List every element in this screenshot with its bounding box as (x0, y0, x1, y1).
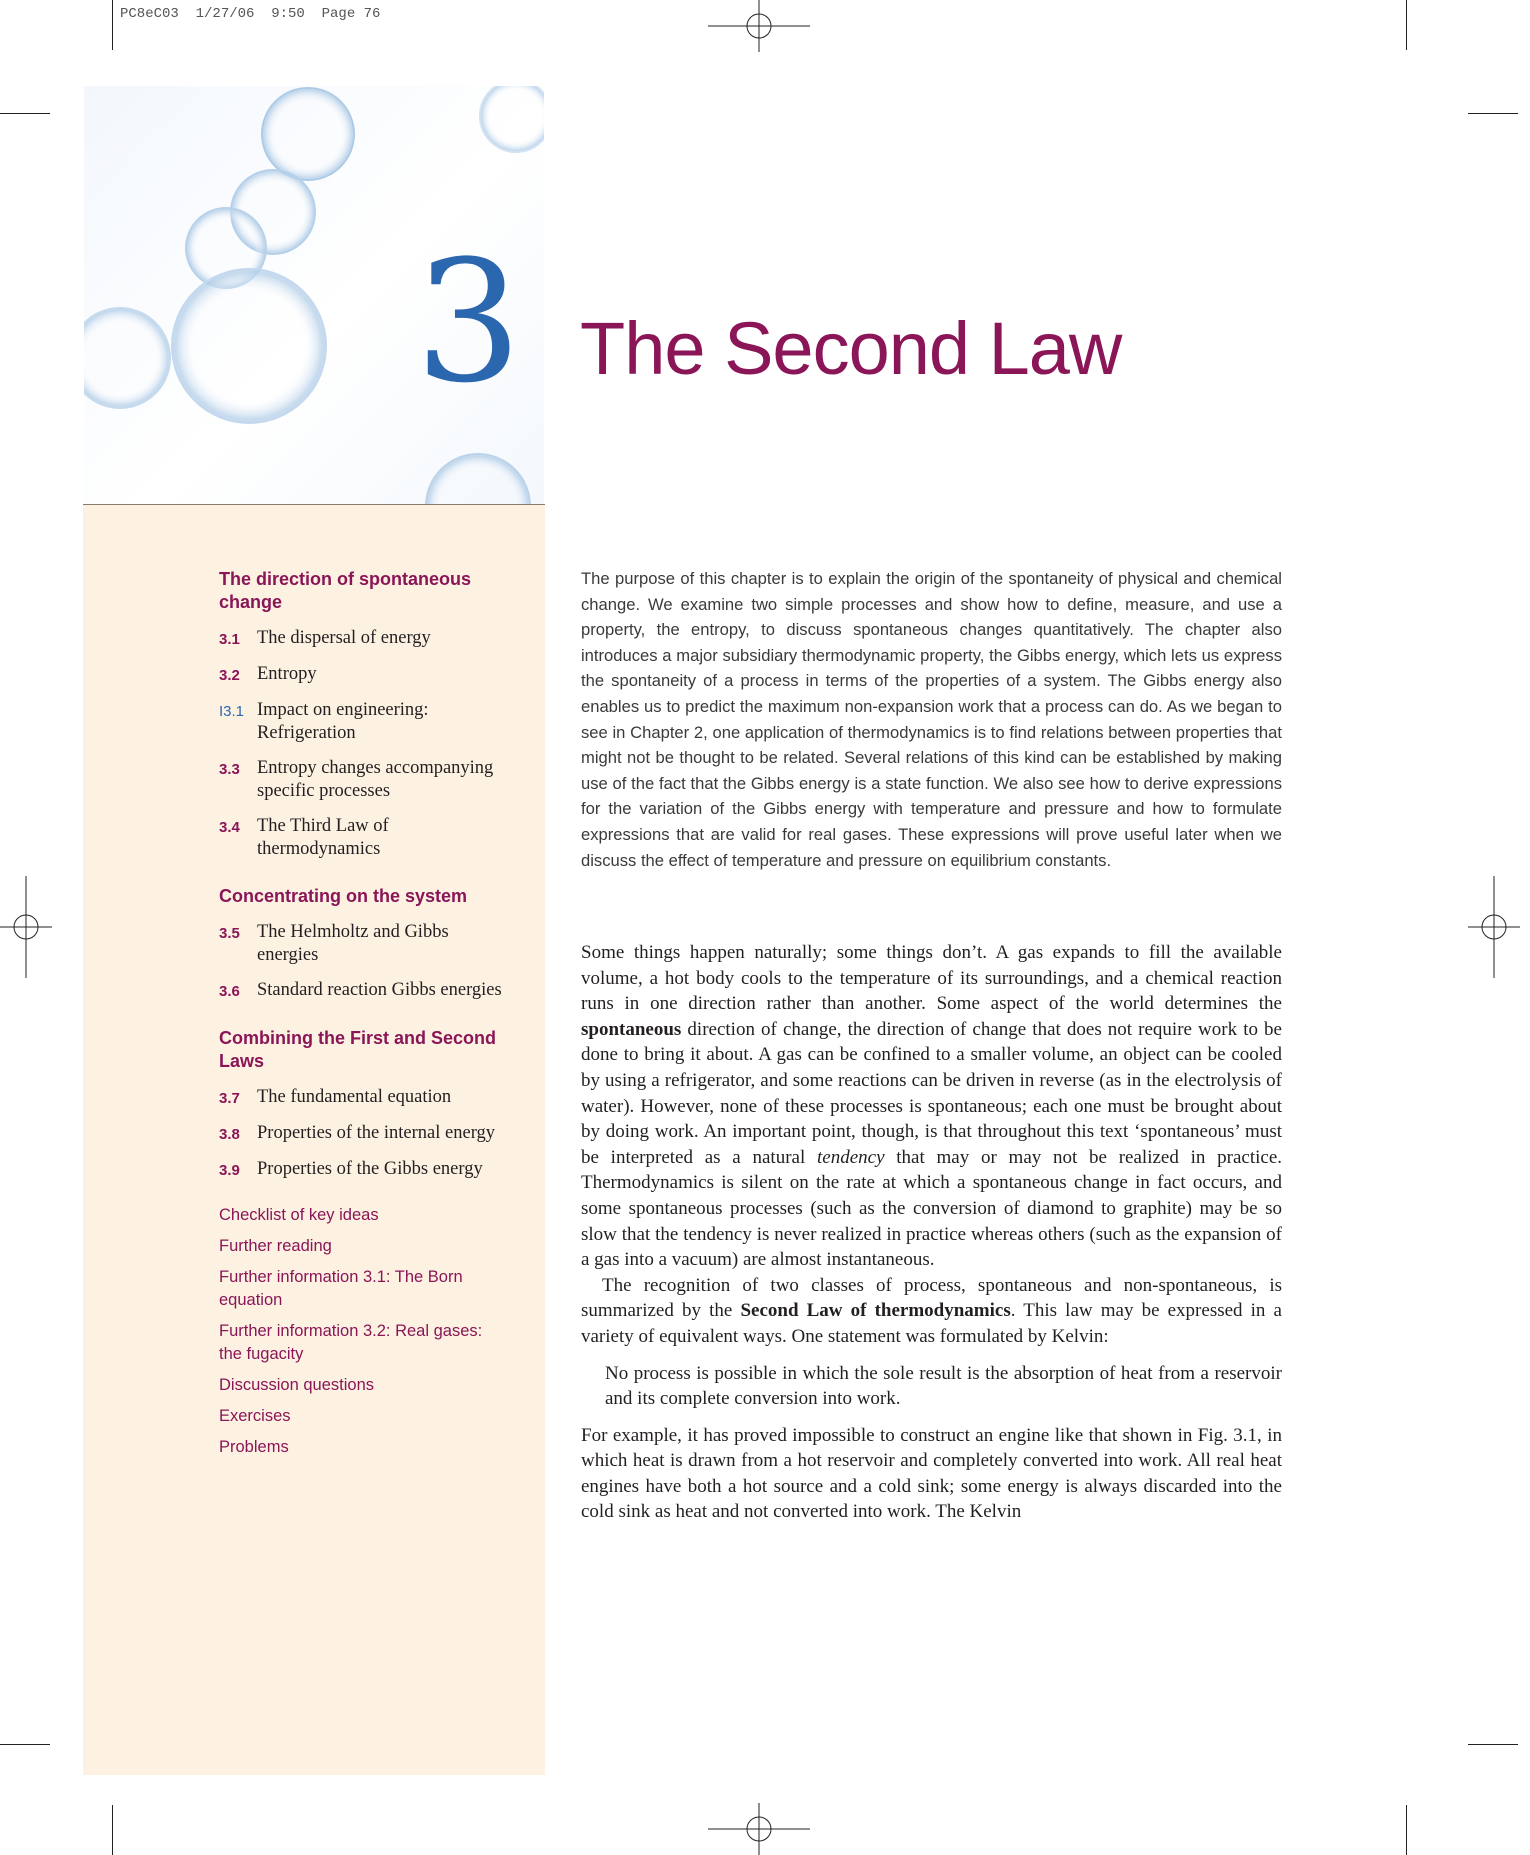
paragraph: For example, it has proved impossible to construct an engine like that shown in Fig. 3.1, in which heat is drawn from a hot reservoir and completely converted into work. All real heat engines have both a hot source and a cold sink; some energy is always discarded into the cold sink as heat and not converted into work. The Kelvin (581, 1424, 1282, 1523)
text-run: Some things happen naturally; some things don’t. A gas expands to fill the available volume, a hot body cools to the temperature of its surroundings, and a chemical reaction runs in one direction rather than another. Some aspect of the world determines the (581, 942, 1282, 1015)
toc-item-number: 3.5 (219, 925, 240, 942)
toc-item-number: 3.2 (219, 667, 240, 684)
text-run: direction of change, the direction of change that does not require work to be done to bring it about. A gas can be confined to a smaller volume, an object can be cooled by using a refrigerator, and some reactions can be driven in reverse (as in the electrolysis of water). However, none of these processes is spontaneous; each one must be brought about by doing work. An important point, though, is that throughout this text ‘spontaneous’ must be interpreted as a natural (581, 1018, 1282, 1168)
crop-mark (0, 113, 50, 114)
crop-mark (112, 0, 113, 50)
toc-item-label: The fundamental equation (257, 1087, 452, 1107)
toc-section-heading: The direction of spontaneous change (219, 569, 472, 612)
toc-extra-link[interactable]: Further reading (219, 1237, 332, 1255)
toc-item[interactable] (219, 1122, 509, 1146)
toc-item[interactable] (219, 979, 509, 1003)
toc-item-label: Properties of the internal energy (257, 1123, 496, 1143)
crop-mark (1406, 0, 1407, 50)
toc-item-number: 3.6 (219, 983, 240, 1000)
toc-item-number: 3.8 (219, 1126, 240, 1143)
paragraph (581, 940, 1282, 1273)
toc-item[interactable] (219, 1158, 509, 1182)
toc-extra-link[interactable]: Checklist of key ideas (219, 1206, 379, 1224)
crop-mark (1468, 113, 1518, 114)
toc-item-number: 3.4 (219, 819, 240, 836)
toc-item-label: Standard reaction Gibbs energies (257, 980, 502, 1000)
toc-item-number: 3.3 (219, 761, 240, 778)
chapter-introduction: The purpose of this chapter is to explain the origin of the spontaneity of physical and chemical change. We examine two simple processes and show how to define, measure, and use a property, the entropy, to discuss spontaneous changes quantitatively. The chapter also introduces a major subsidiary thermodynamic property, the Gibbs energy, which lets us express the spontaneity of a process in terms of the properties of a system. The Gibbs energy also enables us to predict the maximum non-expansion work that a process can do. As we began to see in Chapter 2, one application of thermodynamics is to find relations between properties that might not be thought to be related. Several relations of this kind can be established by making use of the fact that the Gibbs energy is a state function. We also see how to derive expressions for the variation of the Gibbs energy with temperature and pressure and how to formulate expressions that are valid for real gases. These expressions will prove useful later when we discuss the effect of temperature and pressure on equilibrium constants. (581, 569, 1282, 870)
toc-extra-link[interactable]: Problems (219, 1438, 289, 1456)
toc-item-number: 3.7 (219, 1090, 240, 1107)
emphasis: tendency (817, 1146, 885, 1168)
chapter-title: The Second Law (580, 307, 1122, 390)
toc-item-label: The dispersal of energy (257, 628, 431, 648)
toc-item-number: 3.9 (219, 1162, 240, 1179)
toc-extra-link[interactable]: Exercises (219, 1407, 291, 1425)
crop-mark (0, 1744, 50, 1745)
registration-mark-right (1468, 876, 1520, 978)
toc-extra-link[interactable]: Further information 3.1: The Born equation (219, 1268, 463, 1309)
toc-item-label: Entropy (257, 664, 317, 684)
kelvin-statement: No process is possible in which the sole result is the absorption of heat from a reservoir and its complete conversion into work. (605, 1362, 1282, 1410)
toc-item-number: 3.1 (219, 631, 240, 648)
text-run: . This law may be expressed in a variety of equivalent ways. One statement was formulated by Kelvin: (581, 1300, 1282, 1347)
chapter-contents (219, 568, 509, 1459)
toc-item-label: Impact on engineering: Refrigeration (257, 700, 429, 743)
toc-item[interactable] (219, 815, 509, 861)
toc-item-number: I3.1 (219, 703, 245, 720)
body-text (581, 940, 1282, 1525)
toc-extra-link[interactable]: Discussion questions (219, 1376, 374, 1394)
toc-section-heading: Concentrating on the system (219, 886, 468, 906)
paragraph (581, 1273, 1282, 1350)
registration-mark-top (708, 0, 810, 52)
toc-item-label: Properties of the Gibbs energy (257, 1159, 483, 1179)
printer-slug: PC8eC03 1/27/06 9:50 Page 76 (120, 6, 381, 22)
text-run: that may or may not be realized in practice. Thermodynamics is silent on the rate at which a spontaneous change in fact occurs, and some spontaneous processes (such as the conversion of diamond to graphite) may be so slow that the tendency is never realized in practice whereas others (such as the expansion of a gas into a vacuum) are almost instantaneous. (581, 1146, 1283, 1271)
toc-section-heading: Combining the First and Second Laws (219, 1028, 497, 1071)
key-term: Second Law of thermodynamics (740, 1300, 1011, 1322)
toc-item-label: Entropy changes accompanying specific processes (257, 758, 494, 801)
chapter-number: 3 (415, 224, 522, 420)
registration-mark-left (0, 876, 52, 978)
toc-item[interactable] (219, 757, 509, 803)
crop-mark (1468, 1744, 1518, 1745)
registration-mark-bottom (708, 1803, 810, 1855)
toc-item-label: The Helmholtz and Gibbs energies (257, 922, 449, 965)
key-term: spontaneous (581, 1018, 682, 1040)
toc-extra-link[interactable]: Further information 3.2: Real gases: the fugacity (219, 1322, 483, 1363)
text-run: The recognition of two classes of process, spontaneous and non-spontaneous, is summarized by the (581, 1274, 1282, 1322)
toc-item[interactable] (219, 627, 509, 651)
toc-item[interactable] (219, 1086, 509, 1110)
crop-mark (112, 1805, 113, 1855)
toc-item[interactable] (219, 663, 509, 687)
toc-item[interactable] (219, 699, 509, 745)
crop-mark (1406, 1805, 1407, 1855)
toc-item-label: The Third Law of thermodynamics (257, 816, 389, 859)
toc-item[interactable] (219, 921, 509, 967)
